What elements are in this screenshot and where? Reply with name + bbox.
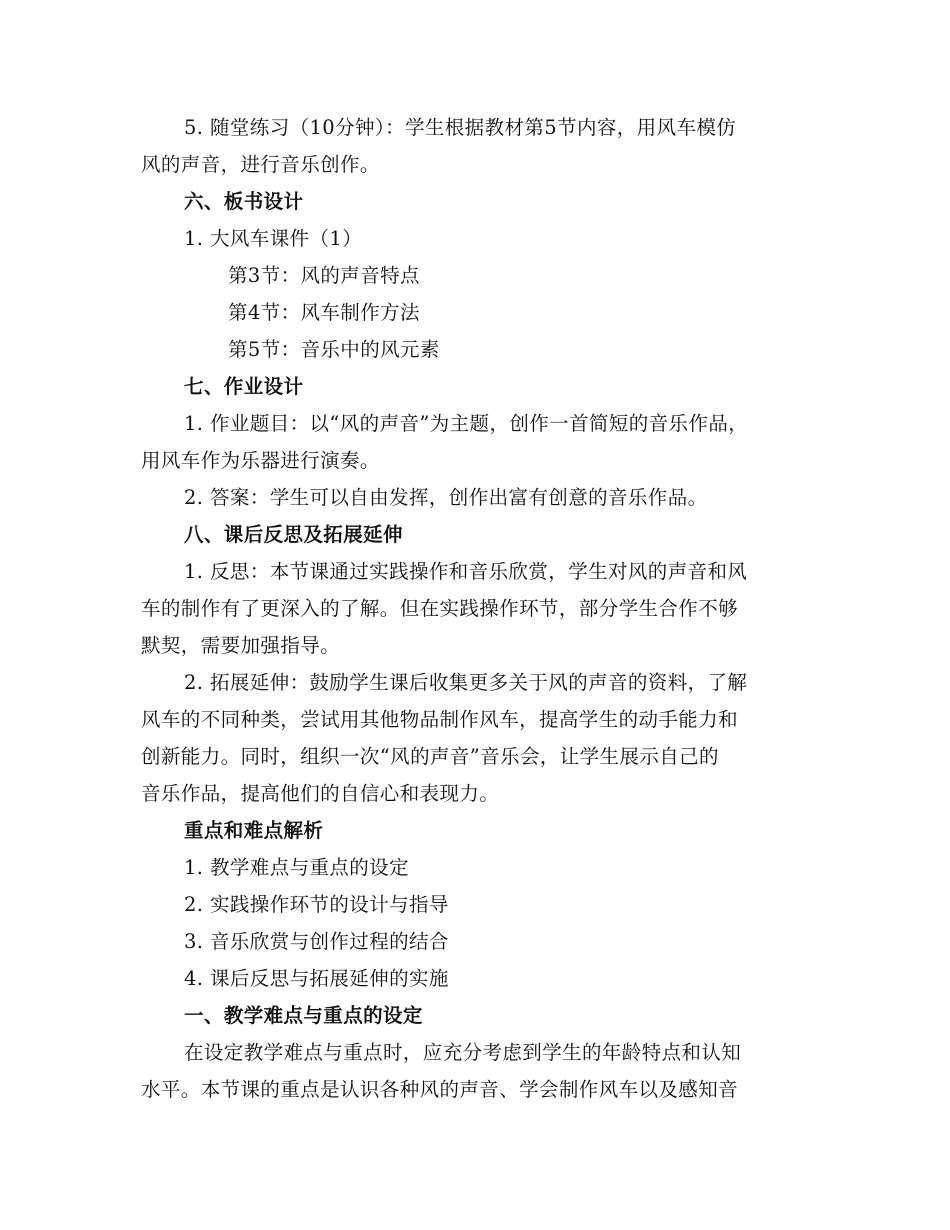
text-line: 用风车作为乐器进行演奏。 xyxy=(141,449,380,472)
section-heading: 八、课后反思及拓展延伸 xyxy=(184,523,403,546)
text-line: 默契，需要加强指导。 xyxy=(141,634,341,657)
text-line: 4. 课后反思与拓展延伸的实施 xyxy=(184,967,449,990)
text-line: 1. 教学难点与重点的设定 xyxy=(184,856,410,879)
text-line: 第4节：风车制作方法 xyxy=(228,301,420,324)
text-line: 风的声音，进行音乐创作。 xyxy=(141,153,380,176)
text-line: 3. 音乐欣赏与创作过程的结合 xyxy=(184,930,449,953)
text-line: 2. 拓展延伸：鼓励学生课后收集更多关于风的声音的资料，了解 xyxy=(184,671,748,694)
section-heading: 一、教学难点与重点的设定 xyxy=(184,1004,423,1027)
text-line: 第3节：风的声音特点 xyxy=(228,264,420,287)
text-line: 音乐作品，提高他们的自信心和表现力。 xyxy=(141,782,500,805)
text-line: 2. 实践操作环节的设计与指导 xyxy=(184,893,449,916)
document-body xyxy=(141,109,813,1108)
text-line: 水平。本节课的重点是认识各种风的声音、学会制作风车以及感知音 xyxy=(141,1078,739,1101)
text-line: 车的制作有了更深入的了解。但在实践操作环节，部分学生合作不够 xyxy=(141,597,739,620)
text-line: 在设定教学难点与重点时，应充分考虑到学生的年龄特点和认知 xyxy=(184,1041,742,1064)
text-line: 5. 随堂练习（10分钟）：学生根据教材第5节内容，用风车模仿 xyxy=(184,116,737,139)
text-line: 1. 作业题目：以“风的声音”为主题，创作一首简短的音乐作品， xyxy=(184,412,749,435)
section-heading: 六、板书设计 xyxy=(184,190,304,213)
section-heading: 重点和难点解析 xyxy=(184,819,324,842)
text-line: 风车的不同种类，尝试用其他物品制作风车，提高学生的动手能力和 xyxy=(141,708,739,731)
text-line: 1. 大风车课件（1） xyxy=(184,227,363,250)
section-heading: 七、作业设计 xyxy=(184,375,304,398)
text-line: 第5节：音乐中的风元素 xyxy=(228,338,440,361)
text-line: 1. 反思：本节课通过实践操作和音乐欣赏，学生对风的声音和风 xyxy=(184,560,748,583)
text-line: 2. 答案：学生可以自由发挥，创作出富有创意的音乐作品。 xyxy=(184,486,708,509)
text-line: 创新能力。同时，组织一次“风的声音”音乐会，让学生展示自己的 xyxy=(141,745,719,768)
